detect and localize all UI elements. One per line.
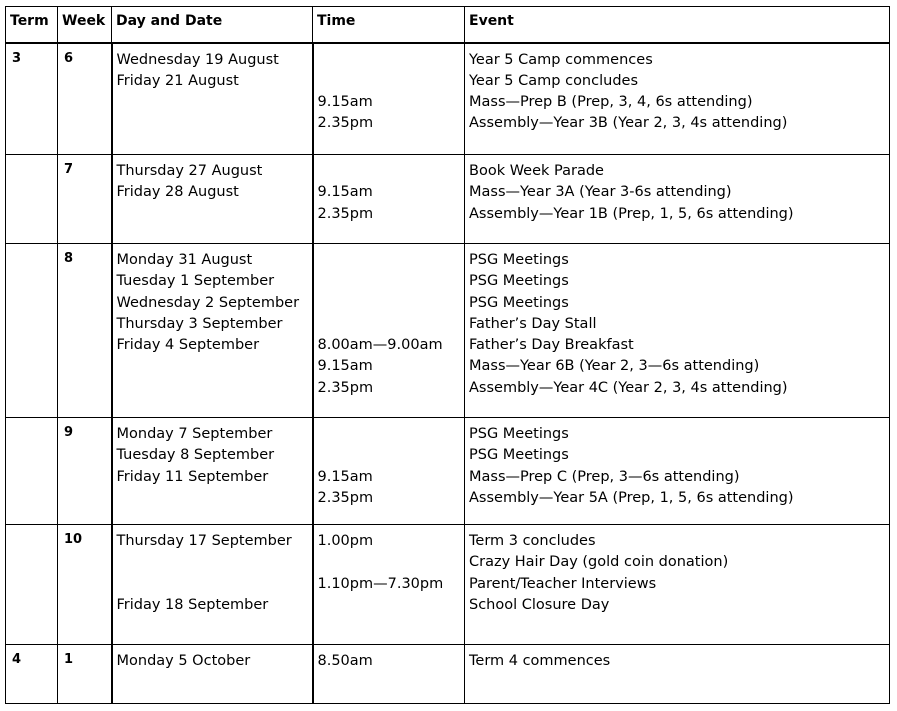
- term-cell: [6, 244, 58, 418]
- event-cell: [465, 418, 890, 525]
- header-time: Time: [313, 7, 465, 43]
- day-date-line: [117, 488, 312, 509]
- day-date-line: Wednesday 2 September: [116, 294, 300, 311]
- day-date-cell: [112, 418, 313, 525]
- day-date-line: [117, 378, 312, 399]
- time-cell: [313, 525, 465, 645]
- table-row: [6, 43, 890, 155]
- event-line: PSG Meetings: [469, 447, 569, 464]
- term-cell: [6, 155, 58, 244]
- time-line: 2.35pm: [317, 379, 374, 396]
- day-date-line: [117, 552, 312, 573]
- day-date-cell: [112, 645, 313, 704]
- event-cell: [465, 155, 890, 244]
- table-row: [6, 418, 890, 525]
- time-line: [318, 293, 465, 314]
- time-line: 1.10pm—7.30pm: [317, 575, 444, 592]
- time-line: 9.15am: [317, 94, 373, 111]
- day-date-line: Monday 7 September: [116, 426, 273, 442]
- time-line: [318, 71, 465, 92]
- header-row: [6, 7, 890, 43]
- day-date-line: Friday 11 September: [116, 468, 269, 485]
- event-cell: [465, 43, 890, 155]
- day-date-line: Thursday 27 August: [116, 163, 263, 179]
- header-week: Week: [58, 7, 112, 43]
- event-line: Assembly—Year 3B (Year 2, 3, 4s attending): [469, 115, 788, 132]
- event-line: Crazy Hair Day (gold coin donation): [469, 554, 729, 571]
- event-line: Year 5 Camp concludes: [469, 72, 638, 89]
- event-line: Term 3 concludes: [469, 533, 596, 549]
- week-cell: 8: [58, 244, 112, 418]
- event-line: PSG Meetings: [469, 294, 569, 311]
- day-date-line: Thursday 17 September: [116, 533, 292, 549]
- time-line: [318, 250, 465, 271]
- time-line: [318, 271, 465, 292]
- time-line: 1.00pm: [317, 533, 374, 549]
- time-cell: [313, 43, 465, 155]
- calendar-table: [5, 6, 890, 704]
- day-date-line: [117, 356, 312, 377]
- day-date-line: Thursday 3 September: [116, 315, 283, 332]
- header-term: Term: [6, 7, 58, 43]
- day-date-line: [117, 574, 312, 595]
- table-row: [6, 645, 890, 704]
- event-line: PSG Meetings: [469, 426, 569, 442]
- time-cell: [313, 418, 465, 525]
- day-date-line: Friday 21 August: [116, 72, 239, 89]
- table-row: [6, 155, 890, 244]
- time-line: [318, 161, 465, 182]
- term-cell: 4: [6, 645, 58, 704]
- day-date-cell: [112, 244, 313, 418]
- week-cell: 9: [58, 418, 112, 525]
- event-line: Father’s Day Breakfast: [469, 337, 634, 354]
- header-day-date: Day and Date: [112, 7, 313, 43]
- term-cell: [6, 525, 58, 645]
- event-line: Mass—Prep B (Prep, 3, 4, 6s attending): [469, 94, 753, 111]
- event-line: Assembly—Year 4C (Year 2, 3, 4s attending): [469, 379, 788, 396]
- day-date-line: Friday 28 August: [116, 184, 239, 201]
- time-line: 8.00am—9.00am: [317, 337, 443, 354]
- time-line: 9.15am: [317, 468, 373, 485]
- time-line: [318, 595, 465, 616]
- term-cell: [6, 418, 58, 525]
- event-line: Assembly—Year 5A (Prep, 1, 5, 6s attending): [469, 489, 794, 506]
- day-date-line: Friday 18 September: [116, 596, 269, 613]
- time-line: 2.35pm: [317, 205, 374, 222]
- event-line: PSG Meetings: [469, 273, 569, 290]
- time-cell: [313, 645, 465, 704]
- event-line: Mass—Year 3A (Year 3-6s attending): [469, 184, 732, 201]
- day-date-cell: [112, 43, 313, 155]
- event-cell: [465, 645, 890, 704]
- time-line: 9.15am: [317, 358, 373, 375]
- event-line: PSG Meetings: [469, 252, 569, 268]
- event-line: Assembly—Year 1B (Prep, 1, 5, 6s attending): [469, 205, 794, 222]
- week-cell: 10: [58, 525, 112, 645]
- event-line: Book Week Parade: [469, 163, 604, 179]
- day-date-line: Friday 4 September: [116, 337, 260, 354]
- term-cell: 3: [6, 43, 58, 155]
- week-cell: 1: [58, 645, 112, 704]
- day-date-line: Monday 5 October: [116, 653, 251, 669]
- time-line: [318, 445, 465, 466]
- day-date-line: Tuesday 8 September: [116, 447, 275, 464]
- event-line: Parent/Teacher Interviews: [469, 575, 657, 592]
- time-line: 2.35pm: [317, 115, 374, 132]
- time-line: 8.50am: [317, 653, 373, 669]
- time-line: [318, 552, 465, 573]
- time-line: 9.15am: [317, 184, 373, 201]
- day-date-line: Tuesday 1 September: [116, 273, 275, 290]
- event-line: Father’s Day Stall: [469, 315, 597, 332]
- event-line: School Closure Day: [469, 596, 610, 613]
- time-line: [318, 314, 465, 335]
- event-cell: [465, 244, 890, 418]
- event-line: Year 5 Camp commences: [469, 51, 653, 68]
- time-cell: [313, 244, 465, 418]
- day-date-cell: [112, 525, 313, 645]
- day-date-line: Wednesday 19 August: [116, 51, 279, 68]
- event-cell: [465, 525, 890, 645]
- week-cell: 7: [58, 155, 112, 244]
- day-date-cell: [112, 155, 313, 244]
- event-line: Term 4 commences: [469, 653, 611, 669]
- week-cell: 6: [58, 43, 112, 155]
- table-row: [6, 525, 890, 645]
- event-line: Mass—Prep C (Prep, 3—6s attending): [469, 468, 740, 485]
- day-date-line: [117, 92, 312, 113]
- header-event: Event: [465, 7, 890, 43]
- time-line: 2.35pm: [317, 489, 374, 506]
- time-line: [318, 50, 465, 71]
- table-row: [6, 244, 890, 418]
- event-line: Mass—Year 6B (Year 2, 3—6s attending): [469, 358, 760, 375]
- time-line: [318, 424, 465, 445]
- time-cell: [313, 155, 465, 244]
- day-date-line: Monday 31 August: [116, 252, 253, 268]
- day-date-line: [117, 204, 312, 225]
- day-date-line: [117, 113, 312, 134]
